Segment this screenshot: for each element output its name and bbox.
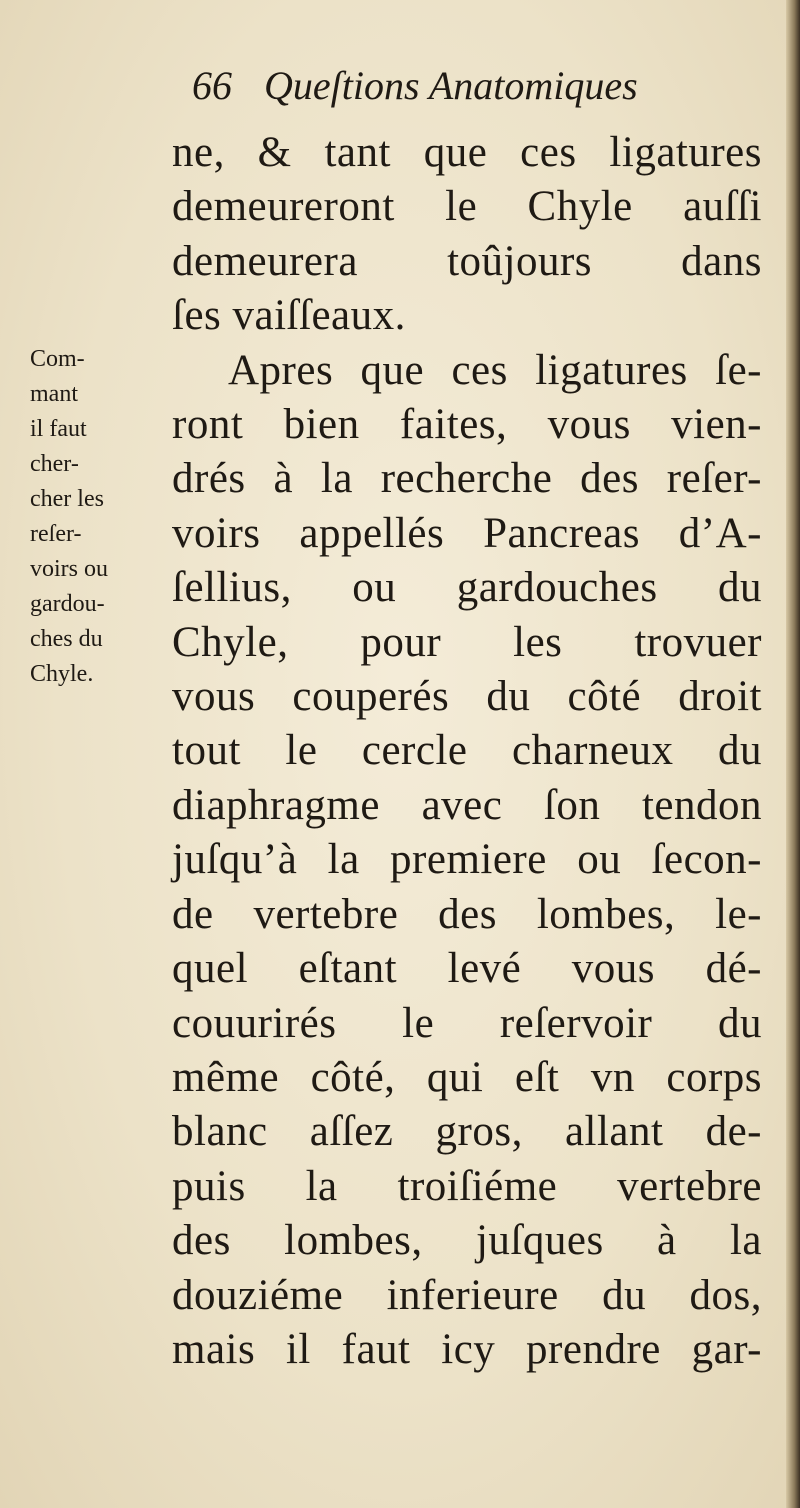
text-line: blanc aſſez gros, allant de- [172, 1108, 762, 1156]
text-line: même côté, qui eſt vn corps [172, 1053, 762, 1101]
text-line: tout le cercle charneux du [172, 727, 762, 775]
running-title: Queſtions Anatomiques [264, 63, 638, 108]
margin-note-line: voirs ou [30, 556, 108, 582]
text-line: douziéme inferieure du dos, [172, 1271, 762, 1319]
text-line: couurirés le reſervoir du [172, 999, 762, 1047]
text-line: mais il faut icy prendre gar- [172, 1325, 762, 1373]
text-line: demeurera toûjours dans [172, 237, 762, 285]
margin-note-line: cher les [30, 486, 104, 512]
text-line: Chyle, pour les trovuer [172, 618, 762, 666]
page-edge-shadow [786, 0, 800, 1508]
margin-note-line: il faut [30, 416, 87, 442]
text-line: ſellius, ou gardouches du [172, 564, 762, 612]
body-text [172, 126, 762, 1377]
text-line: des lombes, juſques à la [172, 1217, 762, 1265]
text-line: demeureront le Chyle auſſi [172, 183, 762, 231]
page-header [192, 62, 638, 109]
text-line: quel eſtant levé vous dé- [172, 945, 762, 993]
margin-note-line: gardou- [30, 591, 105, 617]
margin-note-line: reſer- [30, 521, 82, 547]
text-line: voirs appellés Pancreas d’A- [172, 509, 762, 557]
text-line: diaphragme avec ſon tendon [172, 781, 762, 829]
margin-note-line: Chyle. [30, 661, 94, 687]
text-line: ront bien faites, vous vien- [172, 401, 762, 449]
text-line: juſqu’à la premiere ou ſecon- [172, 836, 762, 884]
text-line: puis la troiſiéme vertebre [172, 1162, 762, 1210]
text-line: ne, & tant que ces ligatures [172, 129, 762, 176]
text-line: de vertebre des lombes, le- [172, 890, 762, 938]
margin-note-line: ches du [30, 626, 103, 652]
margin-note-line: cher- [30, 451, 79, 477]
text-line: drés à la recherche des reſer- [172, 455, 762, 503]
page-number: 66 [192, 63, 232, 108]
margin-note-line: mant [30, 381, 78, 407]
margin-note-line: Com- [30, 346, 85, 372]
text-line: ſes vaiſſeaux. [172, 292, 406, 340]
text-line: Apres que ces ligatures ſe- [228, 346, 762, 394]
margin-note [30, 342, 160, 692]
text-line: vous couperés du côté droit [172, 673, 762, 721]
